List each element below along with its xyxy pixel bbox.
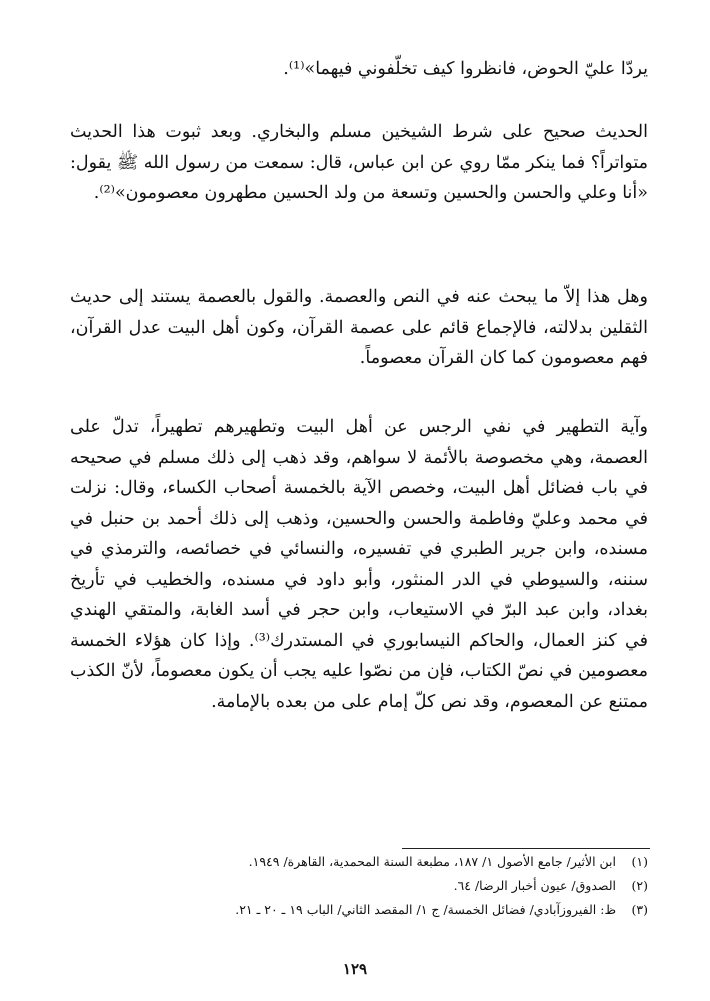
footnote-number: (١): [631, 854, 648, 869]
footnote-text: الصدوق/ عيون أخبار الرضا/ ٦٤.: [453, 878, 617, 893]
paragraph-hadith-authenticity: الحديث صحيح على شرط الشيخين مسلم والبخاري. وبعد ثبوت هذا الحديث متواتراً؟ فما ينكر ممّا روي عن ابن عباس، قال: سمعت من رسول الله ﷺ يقول: «أنا وعلي والحسن والحسين وتسعة من ولد الحسين مطهرون معصومون»⁽²⁾.: [70, 122, 648, 203]
paragraph-purification-verse: وآية التطهير في نفي الرجس عن أهل البيت وتطهيرهم تطهيراً، تدلّ على العصمة، وهي مخصوصة بالأئمة لا سواهم، وقد ذهب إلى ذلك مسلم في صحيحه في باب فضائل أهل البيت، وخصص الآية بالخمسة أصحاب الكساء، وقال: نزلت في محمد وعليّ وفاطمة والحسن والحسين، وذهب إلى ذلك أحمد بن حنبل في مسنده، وابن جرير الطبري في تفسيره، والنسائي في خصائصه، والترمذي في سننه، والسيوطي في الدر المنثور، وأبو داود في مسنده، والخطيب في تأريخ بغداد، وابن عبد البرّ في الاستيعاب، وابن حجر في أسد الغابة، والمتقي الهندي في كنز العمال، والحاكم النيسابوري في المستدرك⁽³⁾. وإذا كان هؤلاء الخمسة معصومين في نصّ الكتاب، فإن من نصّوا عليه يجب أن يكون معصوماً، لأنّ الكذب ممتنع عن المعصوم، وقد نص كلّ إمام على من بعده بالإمامة.: [70, 417, 648, 712]
footnote-number: (٣): [631, 902, 648, 917]
footnote-2: [120, 877, 648, 895]
footnote-number: (٢): [631, 878, 648, 893]
paragraph-hadith-end: يردّا عليّ الحوض، فانظروا كيف تخلّفوني فيهما»⁽¹⁾.: [283, 59, 648, 79]
footnote-3: [120, 901, 648, 919]
footnote-text: ظ: الفيروزآبادي/ فضائل الخمسة/ ج ١/ المقصد الثاني/ الباب ١٩ ـ ٢٠ ـ ٢١.: [235, 902, 617, 917]
footnote-1: [120, 853, 648, 871]
paragraph-infallibility: وهل هذا إلاّ ما يبحث عنه في النص والعصمة. والقول بالعصمة يستند إلى حديث الثقلين بدلالته، فالإجماع قائم على عصمة القرآن، وكون أهل البيت عدل القرآن، فهم معصومون كما كان القرآن معصوماً.: [70, 287, 648, 368]
footnote-divider: [402, 848, 650, 849]
page-number: ١٢٩: [342, 960, 368, 978]
footnote-text: ابن الأثير/ جامع الأصول ١/ ١٨٧، مطبعة السنة المحمدية، القاهرة/ ١٩٤٩.: [248, 854, 617, 869]
